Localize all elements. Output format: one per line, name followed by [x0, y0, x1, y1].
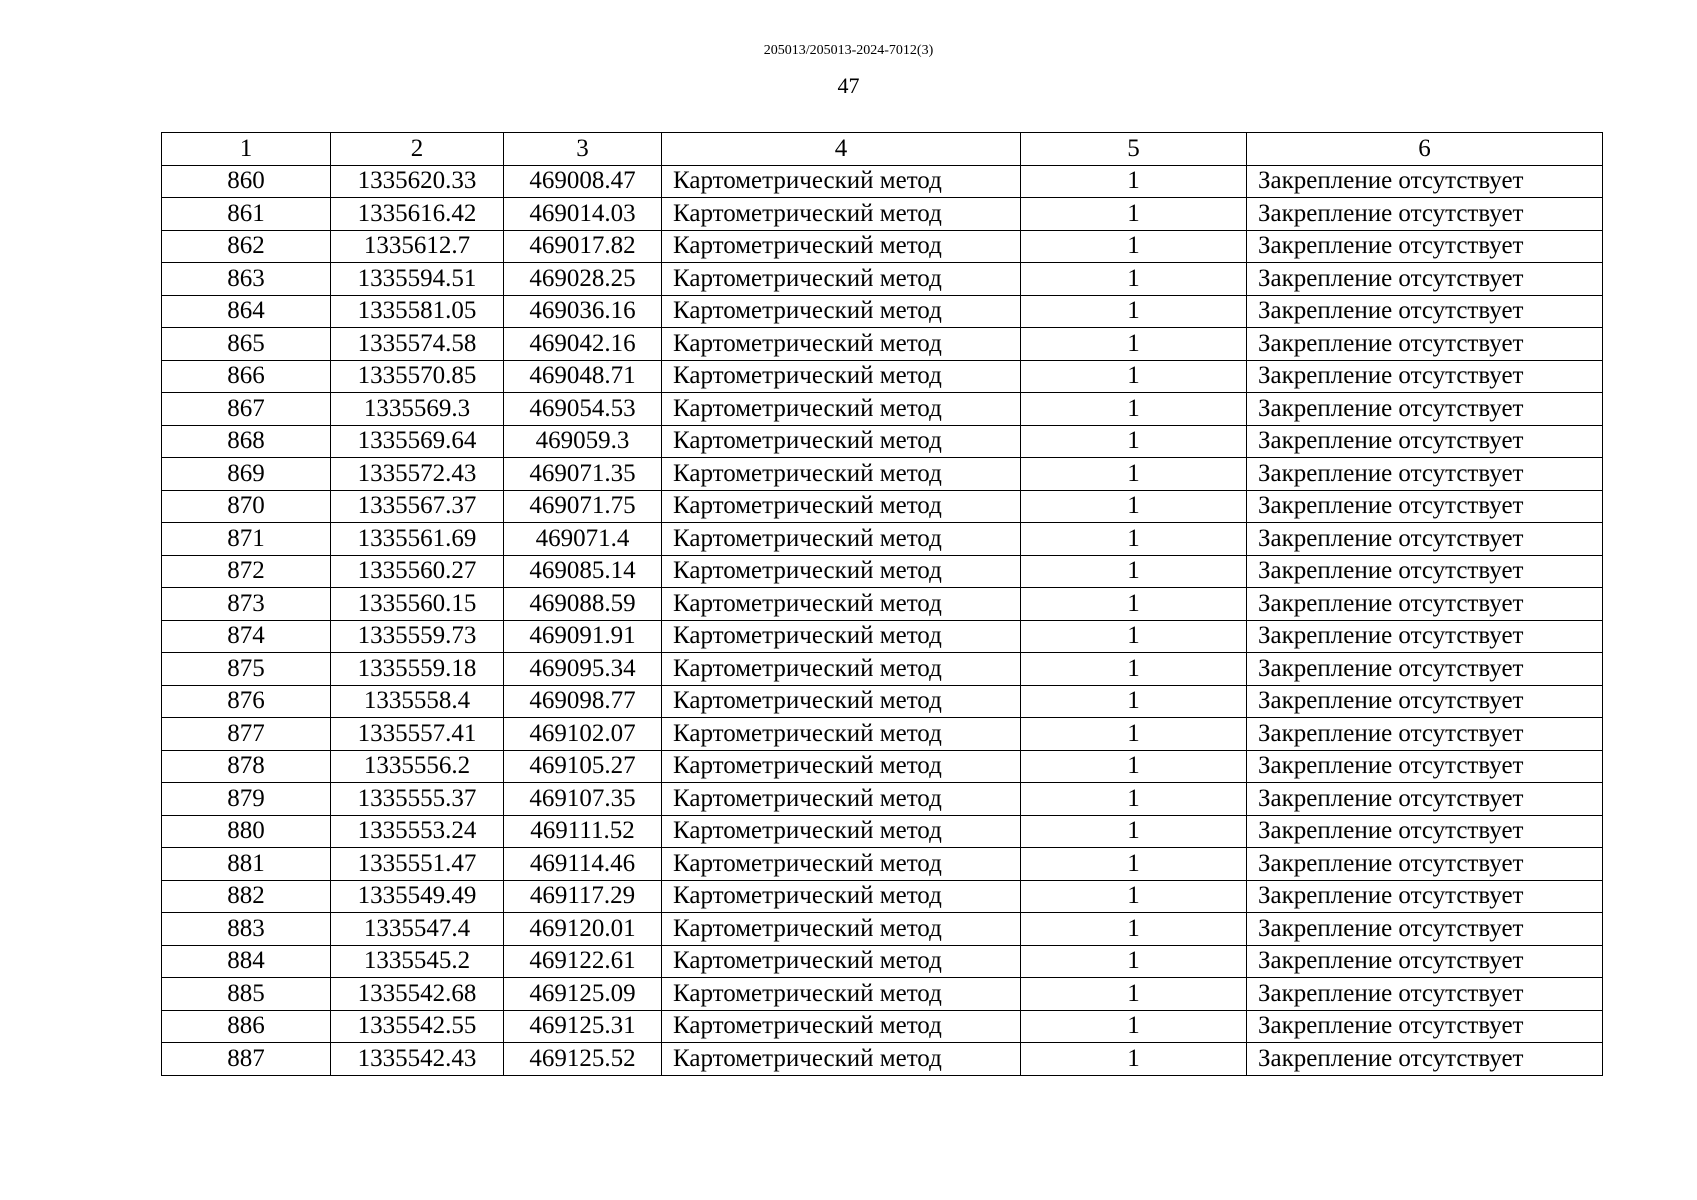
y-coordinate-cell: 469125.52: [504, 1043, 662, 1076]
table-row: [162, 815, 1603, 848]
table-row: [162, 393, 1603, 426]
y-coordinate-cell: 469017.82: [504, 230, 662, 263]
accuracy-cell: 1: [1021, 588, 1247, 621]
table-row: [162, 523, 1603, 556]
point-number-cell: 860: [162, 165, 331, 198]
point-number-cell: 861: [162, 198, 331, 231]
fixing-description-cell: Закрепление отсутствует: [1247, 620, 1603, 653]
method-cell: Картометрический метод: [662, 815, 1021, 848]
x-coordinate-cell: 1335612.7: [331, 230, 504, 263]
table-row: [162, 555, 1603, 588]
point-number-cell: 871: [162, 523, 331, 556]
accuracy-cell: 1: [1021, 328, 1247, 361]
column-header: 4: [662, 133, 1021, 166]
accuracy-cell: 1: [1021, 360, 1247, 393]
column-header: 2: [331, 133, 504, 166]
accuracy-cell: 1: [1021, 750, 1247, 783]
accuracy-cell: 1: [1021, 555, 1247, 588]
point-number-cell: 886: [162, 1010, 331, 1043]
point-number-cell: 878: [162, 750, 331, 783]
accuracy-cell: 1: [1021, 523, 1247, 556]
point-number-cell: 872: [162, 555, 331, 588]
table-row: [162, 328, 1603, 361]
table-row: [162, 848, 1603, 881]
fixing-description-cell: Закрепление отсутствует: [1247, 425, 1603, 458]
method-cell: Картометрический метод: [662, 165, 1021, 198]
table-row: [162, 620, 1603, 653]
accuracy-cell: 1: [1021, 295, 1247, 328]
fixing-description-cell: Закрепление отсутствует: [1247, 880, 1603, 913]
method-cell: Картометрический метод: [662, 393, 1021, 426]
point-number-cell: 875: [162, 653, 331, 686]
y-coordinate-cell: 469105.27: [504, 750, 662, 783]
method-cell: Картометрический метод: [662, 360, 1021, 393]
table-row: [162, 230, 1603, 263]
y-coordinate-cell: 469102.07: [504, 718, 662, 751]
method-cell: Картометрический метод: [662, 230, 1021, 263]
method-cell: Картометрический метод: [662, 653, 1021, 686]
method-cell: Картометрический метод: [662, 620, 1021, 653]
point-number-cell: 869: [162, 458, 331, 491]
point-number-cell: 876: [162, 685, 331, 718]
table-row: [162, 458, 1603, 491]
y-coordinate-cell: 469085.14: [504, 555, 662, 588]
fixing-description-cell: Закрепление отсутствует: [1247, 295, 1603, 328]
y-coordinate-cell: 469114.46: [504, 848, 662, 881]
accuracy-cell: 1: [1021, 458, 1247, 491]
y-coordinate-cell: 469088.59: [504, 588, 662, 621]
y-coordinate-cell: 469042.16: [504, 328, 662, 361]
x-coordinate-cell: 1335560.15: [331, 588, 504, 621]
method-cell: Картометрический метод: [662, 978, 1021, 1011]
x-coordinate-cell: 1335616.42: [331, 198, 504, 231]
y-coordinate-cell: 469059.3: [504, 425, 662, 458]
table-row: [162, 198, 1603, 231]
accuracy-cell: 1: [1021, 1043, 1247, 1076]
method-cell: Картометрический метод: [662, 555, 1021, 588]
fixing-description-cell: Закрепление отсутствует: [1247, 555, 1603, 588]
y-coordinate-cell: 469125.31: [504, 1010, 662, 1043]
y-coordinate-cell: 469091.91: [504, 620, 662, 653]
fixing-description-cell: Закрепление отсутствует: [1247, 328, 1603, 361]
point-number-cell: 877: [162, 718, 331, 751]
point-number-cell: 867: [162, 393, 331, 426]
document-id: 205013/205013-2024-7012(3): [763, 43, 934, 58]
accuracy-cell: 1: [1021, 1010, 1247, 1043]
x-coordinate-cell: 1335560.27: [331, 555, 504, 588]
point-number-cell: 882: [162, 880, 331, 913]
x-coordinate-cell: 1335549.49: [331, 880, 504, 913]
x-coordinate-cell: 1335594.51: [331, 263, 504, 296]
table-row: [162, 1010, 1603, 1043]
point-number-cell: 866: [162, 360, 331, 393]
column-header: 5: [1021, 133, 1247, 166]
fixing-description-cell: Закрепление отсутствует: [1247, 263, 1603, 296]
fixing-description-cell: Закрепление отсутствует: [1247, 848, 1603, 881]
x-coordinate-cell: 1335542.55: [331, 1010, 504, 1043]
method-cell: Картометрический метод: [662, 328, 1021, 361]
table-row: [162, 360, 1603, 393]
point-number-cell: 883: [162, 913, 331, 946]
x-coordinate-cell: 1335561.69: [331, 523, 504, 556]
table-header-row: [162, 133, 1603, 166]
fixing-description-cell: Закрепление отсутствует: [1247, 685, 1603, 718]
x-coordinate-cell: 1335547.4: [331, 913, 504, 946]
x-coordinate-cell: 1335574.58: [331, 328, 504, 361]
y-coordinate-cell: 469120.01: [504, 913, 662, 946]
y-coordinate-cell: 469054.53: [504, 393, 662, 426]
method-cell: Картометрический метод: [662, 783, 1021, 816]
y-coordinate-cell: 469095.34: [504, 653, 662, 686]
coordinates-table: [161, 132, 1603, 1076]
fixing-description-cell: Закрепление отсутствует: [1247, 230, 1603, 263]
accuracy-cell: 1: [1021, 978, 1247, 1011]
table-row: [162, 263, 1603, 296]
method-cell: Картометрический метод: [662, 1043, 1021, 1076]
method-cell: Картометрический метод: [662, 295, 1021, 328]
point-number-cell: 864: [162, 295, 331, 328]
fixing-description-cell: Закрепление отсутствует: [1247, 718, 1603, 751]
x-coordinate-cell: 1335559.18: [331, 653, 504, 686]
x-coordinate-cell: 1335572.43: [331, 458, 504, 491]
accuracy-cell: 1: [1021, 913, 1247, 946]
point-number-cell: 873: [162, 588, 331, 621]
x-coordinate-cell: 1335559.73: [331, 620, 504, 653]
y-coordinate-cell: 469111.52: [504, 815, 662, 848]
method-cell: Картометрический метод: [662, 880, 1021, 913]
table-row: [162, 1043, 1603, 1076]
accuracy-cell: 1: [1021, 783, 1247, 816]
table-row: [162, 653, 1603, 686]
fixing-description-cell: Закрепление отсутствует: [1247, 1043, 1603, 1076]
point-number-cell: 870: [162, 490, 331, 523]
fixing-description-cell: Закрепление отсутствует: [1247, 523, 1603, 556]
table-row: [162, 490, 1603, 523]
point-number-cell: 865: [162, 328, 331, 361]
y-coordinate-cell: 469008.47: [504, 165, 662, 198]
fixing-description-cell: Закрепление отсутствует: [1247, 490, 1603, 523]
fixing-description-cell: Закрепление отсутствует: [1247, 165, 1603, 198]
point-number-cell: 884: [162, 945, 331, 978]
x-coordinate-cell: 1335581.05: [331, 295, 504, 328]
table-row: [162, 880, 1603, 913]
point-number-cell: 874: [162, 620, 331, 653]
table-body: [162, 133, 1603, 1076]
y-coordinate-cell: 469071.75: [504, 490, 662, 523]
fixing-description-cell: Закрепление отсутствует: [1247, 750, 1603, 783]
accuracy-cell: 1: [1021, 815, 1247, 848]
accuracy-cell: 1: [1021, 685, 1247, 718]
fixing-description-cell: Закрепление отсутствует: [1247, 815, 1603, 848]
x-coordinate-cell: 1335542.43: [331, 1043, 504, 1076]
x-coordinate-cell: 1335542.68: [331, 978, 504, 1011]
table-row: [162, 588, 1603, 621]
accuracy-cell: 1: [1021, 165, 1247, 198]
fixing-description-cell: Закрепление отсутствует: [1247, 588, 1603, 621]
fixing-description-cell: Закрепление отсутствует: [1247, 945, 1603, 978]
fixing-description-cell: Закрепление отсутствует: [1247, 913, 1603, 946]
table-row: [162, 978, 1603, 1011]
fixing-description-cell: Закрепление отсутствует: [1247, 783, 1603, 816]
table-row: [162, 718, 1603, 751]
y-coordinate-cell: 469028.25: [504, 263, 662, 296]
accuracy-cell: 1: [1021, 848, 1247, 881]
accuracy-cell: 1: [1021, 880, 1247, 913]
x-coordinate-cell: 1335569.64: [331, 425, 504, 458]
y-coordinate-cell: 469048.71: [504, 360, 662, 393]
coordinates-table-container: [161, 132, 1602, 1076]
column-header: 3: [504, 133, 662, 166]
y-coordinate-cell: 469117.29: [504, 880, 662, 913]
point-number-cell: 863: [162, 263, 331, 296]
accuracy-cell: 1: [1021, 230, 1247, 263]
y-coordinate-cell: 469036.16: [504, 295, 662, 328]
method-cell: Картометрический метод: [662, 913, 1021, 946]
y-coordinate-cell: 469122.61: [504, 945, 662, 978]
method-cell: Картометрический метод: [662, 750, 1021, 783]
fixing-description-cell: Закрепление отсутствует: [1247, 653, 1603, 686]
y-coordinate-cell: 469107.35: [504, 783, 662, 816]
x-coordinate-cell: 1335555.37: [331, 783, 504, 816]
point-number-cell: 885: [162, 978, 331, 1011]
accuracy-cell: 1: [1021, 945, 1247, 978]
accuracy-cell: 1: [1021, 198, 1247, 231]
point-number-cell: 879: [162, 783, 331, 816]
table-row: [162, 685, 1603, 718]
accuracy-cell: 1: [1021, 718, 1247, 751]
method-cell: Картометрический метод: [662, 945, 1021, 978]
method-cell: Картометрический метод: [662, 588, 1021, 621]
table-row: [162, 425, 1603, 458]
y-coordinate-cell: 469014.03: [504, 198, 662, 231]
point-number-cell: 880: [162, 815, 331, 848]
accuracy-cell: 1: [1021, 620, 1247, 653]
fixing-description-cell: Закрепление отсутствует: [1247, 198, 1603, 231]
point-number-cell: 881: [162, 848, 331, 881]
y-coordinate-cell: 469125.09: [504, 978, 662, 1011]
point-number-cell: 868: [162, 425, 331, 458]
table-row: [162, 913, 1603, 946]
method-cell: Картометрический метод: [662, 263, 1021, 296]
table-row: [162, 750, 1603, 783]
page-number: 47: [837, 73, 860, 98]
point-number-cell: 887: [162, 1043, 331, 1076]
table-row: [162, 783, 1603, 816]
accuracy-cell: 1: [1021, 393, 1247, 426]
x-coordinate-cell: 1335551.47: [331, 848, 504, 881]
point-number-cell: 862: [162, 230, 331, 263]
column-header: 6: [1247, 133, 1603, 166]
accuracy-cell: 1: [1021, 263, 1247, 296]
table-row: [162, 945, 1603, 978]
method-cell: Картометрический метод: [662, 1010, 1021, 1043]
x-coordinate-cell: 1335545.2: [331, 945, 504, 978]
accuracy-cell: 1: [1021, 490, 1247, 523]
y-coordinate-cell: 469098.77: [504, 685, 662, 718]
accuracy-cell: 1: [1021, 425, 1247, 458]
fixing-description-cell: Закрепление отсутствует: [1247, 458, 1603, 491]
x-coordinate-cell: 1335620.33: [331, 165, 504, 198]
method-cell: Картометрический метод: [662, 458, 1021, 491]
x-coordinate-cell: 1335553.24: [331, 815, 504, 848]
fixing-description-cell: Закрепление отсутствует: [1247, 978, 1603, 1011]
fixing-description-cell: Закрепление отсутствует: [1247, 1010, 1603, 1043]
column-header: 1: [162, 133, 331, 166]
fixing-description-cell: Закрепление отсутствует: [1247, 393, 1603, 426]
method-cell: Картометрический метод: [662, 490, 1021, 523]
method-cell: Картометрический метод: [662, 425, 1021, 458]
y-coordinate-cell: 469071.35: [504, 458, 662, 491]
method-cell: Картометрический метод: [662, 848, 1021, 881]
method-cell: Картометрический метод: [662, 685, 1021, 718]
table-row: [162, 165, 1603, 198]
y-coordinate-cell: 469071.4: [504, 523, 662, 556]
accuracy-cell: 1: [1021, 653, 1247, 686]
method-cell: Картометрический метод: [662, 198, 1021, 231]
x-coordinate-cell: 1335569.3: [331, 393, 504, 426]
x-coordinate-cell: 1335556.2: [331, 750, 504, 783]
x-coordinate-cell: 1335570.85: [331, 360, 504, 393]
fixing-description-cell: Закрепление отсутствует: [1247, 360, 1603, 393]
x-coordinate-cell: 1335567.37: [331, 490, 504, 523]
method-cell: Картометрический метод: [662, 523, 1021, 556]
x-coordinate-cell: 1335558.4: [331, 685, 504, 718]
x-coordinate-cell: 1335557.41: [331, 718, 504, 751]
method-cell: Картометрический метод: [662, 718, 1021, 751]
table-row: [162, 295, 1603, 328]
